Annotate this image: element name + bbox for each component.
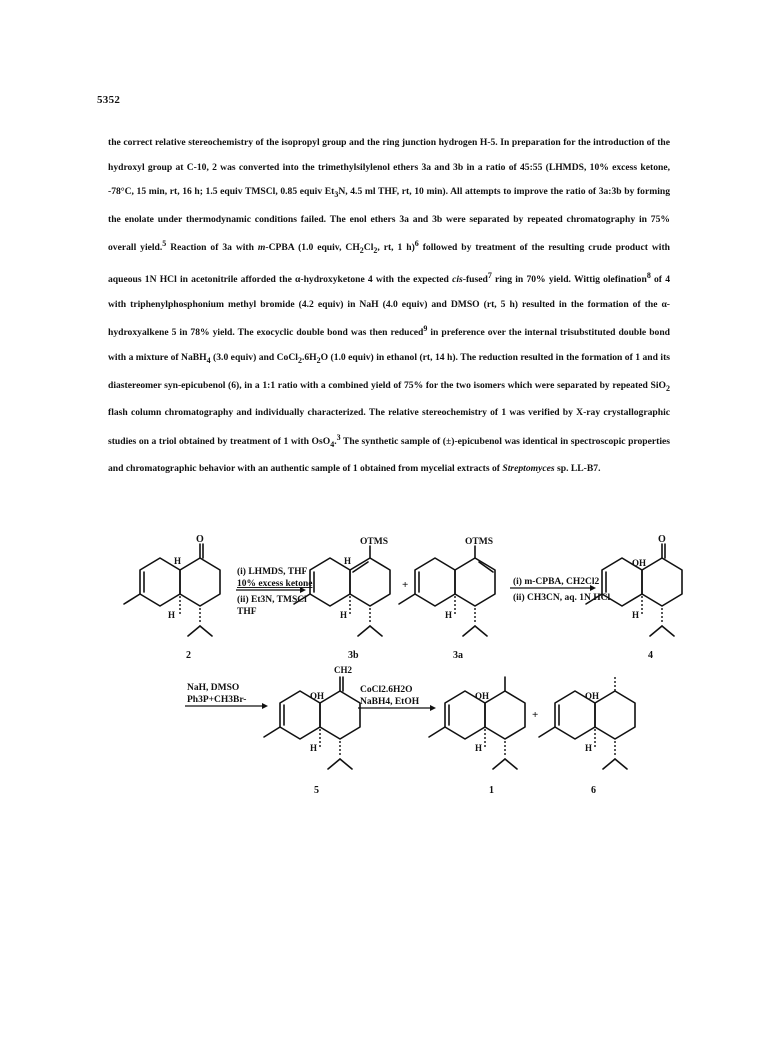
reaction-scheme-svg — [0, 534, 768, 800]
citation-ref: 5 — [162, 239, 167, 249]
compound-3a-structure — [399, 537, 495, 661]
hydrogen-label: H — [585, 743, 593, 753]
compound-label-1: 1 — [489, 785, 494, 796]
hydrogen-label: H — [445, 610, 453, 620]
compound-label-2: 2 — [186, 650, 191, 661]
svg-text:(i) m-CPBA, CH2Cl2: (i) m-CPBA, CH2Cl2 — [513, 577, 600, 587]
oxygen-label: O — [196, 534, 204, 545]
svg-text:(ii) CH3CN, aq. 1N HCl: (ii) CH3CN, aq. 1N HCl — [513, 593, 611, 603]
citation-ref: 7 — [487, 270, 492, 280]
compound-6-structure — [539, 677, 635, 796]
compound-label-4: 4 — [648, 650, 653, 661]
page-number: 5352 — [97, 94, 121, 106]
compound-label-3a: 3a — [453, 650, 463, 661]
oh-label: OH — [585, 691, 600, 701]
svg-text:NaH, DMSO: NaH, DMSO — [187, 683, 240, 693]
svg-text:NaBH4, EtOH: NaBH4, EtOH — [360, 697, 420, 707]
plus-sign: + — [532, 709, 539, 721]
citation-ref: 9 — [423, 324, 428, 334]
plus-sign: + — [402, 579, 409, 591]
hydrogen-label: H — [632, 610, 640, 620]
hydrogen-label: H — [310, 743, 318, 753]
hydrogen-label: H — [168, 610, 176, 620]
hydrogen-label: H — [475, 743, 483, 753]
reaction-arrow-1 — [236, 566, 312, 617]
oh-label: OH — [310, 691, 325, 701]
compound-2-structure — [124, 534, 220, 661]
compound-label-3b: 3b — [348, 650, 359, 661]
ch2-label: CH2 — [334, 665, 352, 675]
oh-label: OH — [632, 558, 647, 568]
otms-label: OTMS — [465, 537, 493, 547]
svg-text:Ph3P+CH3Br-: Ph3P+CH3Br- — [187, 695, 247, 705]
citation-ref: 3 — [336, 432, 341, 442]
body-paragraph — [108, 131, 670, 482]
oxygen-label: O — [658, 534, 666, 545]
reaction-arrow-4 — [358, 685, 436, 711]
citation-ref: 6 — [414, 239, 419, 249]
reaction-arrow-3 — [185, 683, 268, 709]
oh-label: OH — [475, 691, 490, 701]
citation-ref: 8 — [646, 270, 651, 280]
svg-text:THF: THF — [237, 607, 257, 617]
svg-text:CoCl2.6H2O: CoCl2.6H2O — [360, 685, 413, 695]
hydrogen-label: H — [340, 610, 348, 620]
hydrogen-label: H — [174, 556, 182, 566]
svg-text:10% excess ketone: 10% excess ketone — [237, 579, 313, 589]
compound-1-structure — [429, 677, 525, 796]
compound-label-6: 6 — [591, 785, 596, 796]
svg-text:(ii) Et3N, TMSCl: (ii) Et3N, TMSCl — [237, 595, 307, 605]
reaction-scheme — [0, 534, 768, 805]
hydrogen-label: H — [344, 556, 352, 566]
svg-text:(i) LHMDS, THF: (i) LHMDS, THF — [237, 567, 308, 577]
otms-label: OTMS — [360, 537, 388, 547]
compound-label-5: 5 — [314, 785, 319, 796]
compound-3b-structure — [294, 537, 390, 661]
compound-5-structure — [264, 665, 360, 796]
paragraph-text: the correct relative stereochemistry of the isopropyl group and the ring junction hydrogen H-5. In preparation for the introduction of the hydroxyl group at C-10, 2 was converted into the trimethylsilylenol ethers 3a and 3b in a ratio of 45:55 (LHMDS, 10% excess ketone, -78°C, 15 min, rt, 16 h; 1.5 equiv TMSCl, 0.85 equiv $Et_3N$, 4.5 ml THF, rt, 10 min). All attempts to improve the ratio of 3a:3b by forming the enolate under thermodynamic conditions failed. The enol ethers 3a and 3b were separated by repeated chromatography in 75% overall yield.$^5$ Reaction of 3a with m-CPBA (1.0 equiv, $CH_2Cl_2$, rt, 1 h)$^6$ followed by treatment of the resulting crude product with aqueous 1N HCl in acetonitrile afforded the α-hydroxyketone 4 with the expected cis-fused$^7$ ring in 70% yield. Wittig olefination$^8$ of 4 with triphenylphosphonium methyl bromide (4.2 equiv) in NaH (4.0 equiv) and DMSO (rt, 5 h) resulted in the formation of the α-hydroxyalkene 5 in 78% yield. The exocyclic double bond was then reduced$^9$ in preference over the internal trisubstituted double bond with a mixture of NaBH$_4$ (3.0 equiv) and $CoCl_2.6H_2O$ (1.0 equiv) in ethanol (rt, 14 h). The reduction resulted in the formation of 1 and its diastereomer syn-epicubenol (6), in a 1:1 ratio with a combined yield of 75% for the two isomers which were separated by repeated SiO$_2$ flash column chromatography and individually characterized. The relative stereochemistry of 1 was verified by X-ray crystallographic studies on a triol obtained by treatment of 1 with OsO$_4$.$^3$ The synthetic sample of (±)-epicubenol was identical in spectroscopic properties and chromatographic behavior with an authentic sample of 1 obtained from mycelial extracts of Streptomyces sp. LL-B7. — [108, 137, 670, 475]
